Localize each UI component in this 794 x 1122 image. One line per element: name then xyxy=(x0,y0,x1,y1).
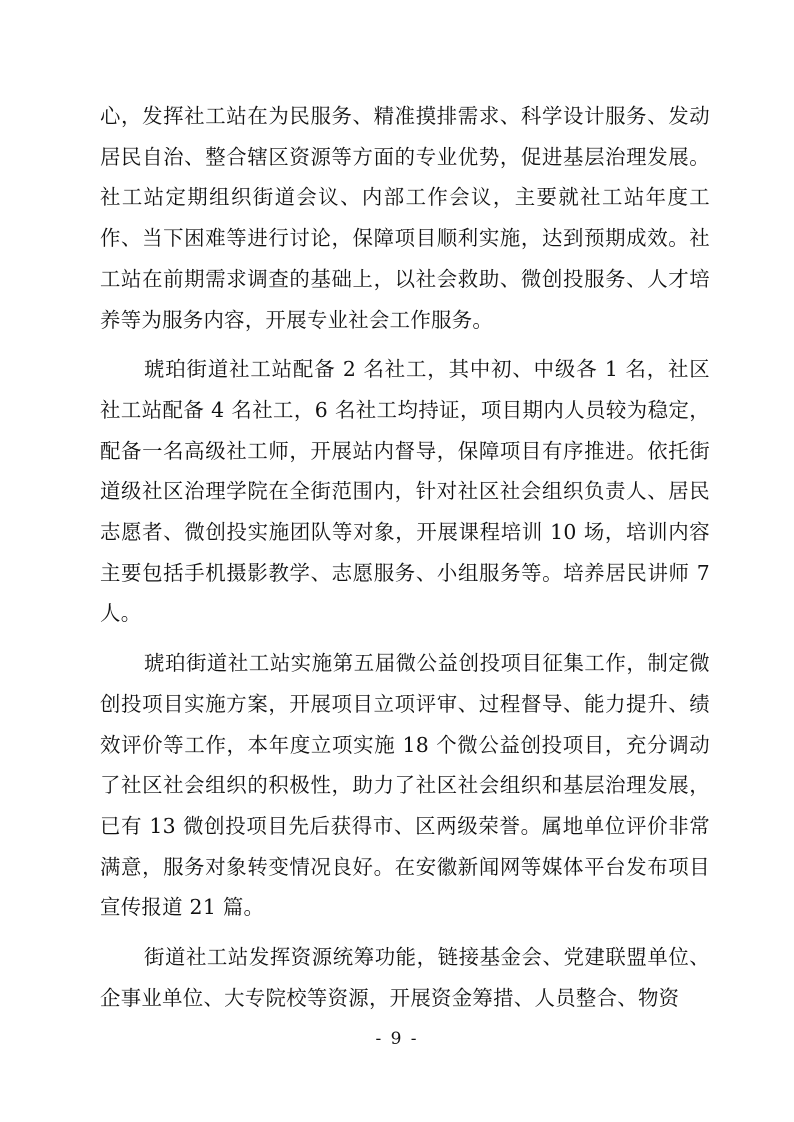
page-number: - 9 - xyxy=(375,1029,419,1049)
paragraph-1: 心，发挥社工站在为民服务、精准摸排需求、科学设计服务、发动居民自治、整合辖区资源等方面的专业优势，促进基层治理发展。社工站定期组织街道会议、内部工作会议，主要就社工站年度工作、当下困难等进行讨论，保障项目顺利实施，达到预期成效。社工站在前期需求调查的基础上，以社会救助、微创投服务、人才培养等为服务内容，开展专业社会工作服务。 xyxy=(100,104,710,332)
body-text xyxy=(100,96,710,1018)
paragraph-2: 琥珀街道社工站配备 2 名社工，其中初、中级各 1 名，社区社工站配备 4 名社工，6 名社工均持证，项目期内人员较为稳定，配备一名高级社工师，开展站内督导，保障项目有序推进。依托街道级社区治理学院在全街范围内，针对社区社会组织负责人、居民志愿者、微创投实施团队等对象，开展课程培训 10 场，培训内容主要包括手机摄影教学、志愿服务、小组服务等。培养居民讲师 7 人。 xyxy=(100,357,710,626)
paragraph-4: 街道社工站发挥资源统筹功能，链接基金会、党建联盟单位、企事业单位、大专院校等资源，开展资金筹措、人员整合、物资 xyxy=(100,945,710,1010)
paragraph-3: 琥珀街道社工站实施第五届微公益创投项目征集工作，制定微创投项目实施方案，开展项目立项评审、过程督导、能力提升、绩效评价等工作，本年度立项实施 18 个微公益创投项目，充分调动了社区社会组织的积极性，助力了社区社会组织和基层治理发展，已有 13 微创投项目先后获得市、区两级荣誉。属地单位评价非常满意，服务对象转变情况良好。在安徽新闻网等媒体平台发布项目宣传报道 21 篇。 xyxy=(100,651,710,920)
